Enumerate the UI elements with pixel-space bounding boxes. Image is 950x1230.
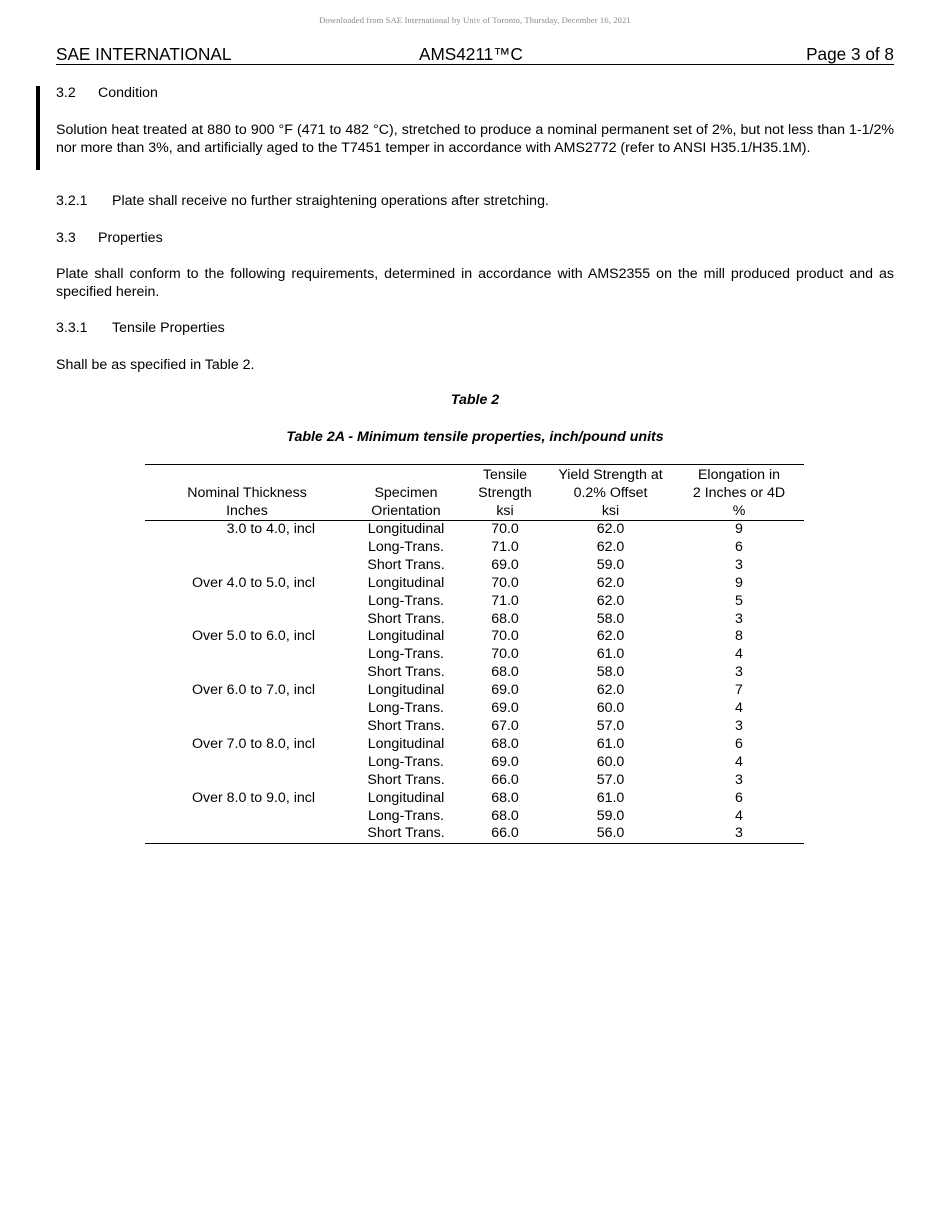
elongation-cell: 6: [735, 735, 743, 752]
yield-strength-cell: 58.0: [596, 664, 625, 681]
orientation-cell: Long-Trans.: [368, 592, 444, 609]
table-row: [145, 700, 804, 718]
page-number: Page 3 of 8: [806, 44, 894, 64]
table-row: [145, 790, 804, 808]
tensile-strength-cell: 70.0: [491, 521, 519, 537]
tensile-strength-cell: 68.0: [491, 610, 519, 627]
yield-strength-cell: 60.0: [596, 753, 625, 770]
yield-strength-cell: 62.0: [596, 628, 625, 645]
publisher-name: SAE INTERNATIONAL: [56, 44, 232, 64]
elongation-cell: 4: [735, 700, 743, 717]
page-header: [56, 44, 894, 65]
table-row: [145, 664, 804, 682]
section-3-2-heading: [56, 84, 894, 102]
orientation-cell: Long-Trans.: [368, 753, 444, 770]
yield-strength-cell: 59.0: [596, 807, 625, 824]
tensile-strength-cell: 70.0: [491, 574, 519, 591]
yield-strength-cell: 62.0: [596, 682, 625, 699]
orientation-cell: Longitudinal: [367, 789, 445, 806]
orientation-cell: Short Trans.: [367, 825, 445, 842]
yield-strength-cell: 62.0: [596, 521, 625, 537]
section-3-3-paragraph: Plate shall conform to the following requirements, determined in accordance with AMS2355 on the mill produced product and as specified herein.: [56, 266, 894, 300]
elongation-cell: 9: [735, 521, 743, 537]
section-3-3-1-heading: [56, 319, 894, 337]
tensile-strength-cell: 68.0: [491, 735, 519, 752]
tensile-strength-cell: 69.0: [491, 556, 519, 573]
section-title: Condition: [98, 85, 158, 101]
header-tensile-strength: Tensile Strength ksi: [478, 467, 532, 519]
section-3-3-1-paragraph: Shall be as specified in Table 2.: [56, 357, 255, 373]
tensile-strength-cell: 66.0: [491, 825, 519, 842]
elongation-cell: 3: [735, 771, 743, 788]
orientation-cell: Long-Trans.: [368, 646, 444, 663]
yield-strength-cell: 60.0: [596, 700, 625, 717]
table-row: [145, 772, 804, 790]
table-row: [145, 754, 804, 772]
table-title: Table 2: [450, 392, 500, 408]
yield-strength-cell: 62.0: [596, 592, 625, 609]
elongation-cell: 6: [735, 538, 743, 555]
yield-strength-cell: 61.0: [596, 735, 625, 752]
yield-strength-cell: 59.0: [596, 556, 625, 573]
section-text: Plate shall receive no further straightening operations after stretching.: [112, 193, 549, 209]
elongation-cell: 4: [735, 807, 743, 824]
elongation-cell: 5: [735, 592, 743, 609]
orientation-cell: Longitudinal: [367, 574, 445, 591]
tensile-strength-cell: 71.0: [491, 538, 519, 555]
header-nominal-thickness: Nominal Thickness Inches: [187, 485, 307, 519]
tensile-strength-cell: 68.0: [491, 789, 519, 806]
tensile-strength-cell: 69.0: [491, 753, 519, 770]
table-header-row: [145, 465, 804, 521]
elongation-cell: 7: [735, 682, 743, 699]
table-row: [145, 521, 804, 539]
table-subtitle: Table 2A - Minimum tensile properties, inch/pound units: [286, 429, 664, 445]
yield-strength-cell: 58.0: [596, 610, 625, 627]
nominal-thickness-cell: [145, 646, 349, 664]
table-row: [145, 575, 804, 593]
elongation-cell: 9: [735, 574, 743, 591]
tensile-strength-cell: 67.0: [491, 717, 519, 734]
table-row: [145, 611, 804, 629]
table-row: [145, 557, 804, 575]
section-3-2-paragraph: Solution heat treated at 880 to 900 °F (471 to 482 °C), stretched to produce a nominal permanent set of 2%, but not less than 1-1/2% nor more than 3%, and artificially aged to the T7451 temper in accordance with AMS2772 (refer to ANSI H35.1/H35.1M).: [56, 122, 894, 156]
orientation-cell: Long-Trans.: [368, 538, 444, 555]
table-row: [145, 646, 804, 664]
elongation-cell: 3: [735, 717, 743, 734]
nominal-thickness-cell: [145, 825, 349, 843]
section-title: Properties: [98, 230, 163, 246]
tensile-strength-cell: 66.0: [491, 771, 519, 788]
header-specimen-orientation: Specimen Orientation: [371, 485, 441, 519]
yield-strength-cell: 56.0: [596, 825, 625, 842]
tensile-strength-cell: 69.0: [491, 700, 519, 717]
yield-strength-cell: 61.0: [596, 789, 625, 806]
table-row: [145, 825, 804, 843]
header-elongation: Elongation in 2 Inches or 4D %: [692, 467, 786, 519]
elongation-cell: 3: [735, 825, 743, 842]
elongation-cell: 3: [735, 664, 743, 681]
section-3-3-heading: [56, 229, 894, 247]
nominal-thickness-cell: [145, 772, 349, 790]
elongation-cell: 4: [735, 753, 743, 770]
nominal-thickness-cell: [145, 593, 349, 611]
tensile-strength-cell: 69.0: [491, 682, 519, 699]
table-row: [145, 539, 804, 557]
tensile-strength-cell: 71.0: [491, 592, 519, 609]
elongation-cell: 8: [735, 628, 743, 645]
orientation-cell: Long-Trans.: [368, 700, 444, 717]
elongation-cell: 6: [735, 789, 743, 806]
orientation-cell: Longitudinal: [367, 628, 445, 645]
section-number: 3.2: [56, 85, 76, 101]
document-number: AMS4211™C: [419, 44, 523, 64]
orientation-cell: Longitudinal: [367, 682, 445, 699]
nominal-thickness-cell: Over 8.0 to 9.0, incl: [191, 789, 315, 806]
nominal-thickness-cell: Over 5.0 to 6.0, incl: [191, 628, 315, 645]
section-3-2-1-paragraph: [56, 192, 894, 210]
section-number: 3.3: [56, 230, 76, 246]
orientation-cell: Short Trans.: [367, 771, 445, 788]
nominal-thickness-cell: [145, 557, 349, 575]
table-body: [145, 521, 804, 844]
elongation-cell: 3: [735, 610, 743, 627]
yield-strength-cell: 57.0: [596, 717, 625, 734]
download-watermark: Downloaded from SAE International by Univ of Toronto, Thursday, December 16, 2021: [319, 15, 631, 25]
section-number: 3.3.1: [56, 320, 88, 336]
orientation-cell: Short Trans.: [367, 556, 445, 573]
yield-strength-cell: 57.0: [596, 771, 625, 788]
nominal-thickness-cell: [145, 754, 349, 772]
nominal-thickness-cell: [145, 539, 349, 557]
orientation-cell: Longitudinal: [367, 735, 445, 752]
table-row: [145, 682, 804, 700]
nominal-thickness-cell: Over 6.0 to 7.0, incl: [191, 682, 315, 699]
revision-change-bar: [36, 86, 40, 170]
tensile-strength-cell: 70.0: [491, 646, 519, 663]
section-title: Tensile Properties: [112, 320, 225, 336]
tensile-strength-cell: 68.0: [491, 807, 519, 824]
tensile-strength-cell: 68.0: [491, 664, 519, 681]
elongation-cell: 3: [735, 556, 743, 573]
table-row: [145, 593, 804, 611]
orientation-cell: Long-Trans.: [368, 807, 444, 824]
orientation-cell: Short Trans.: [367, 664, 445, 681]
table-row: [145, 718, 804, 736]
nominal-thickness-cell: [145, 808, 349, 826]
nominal-thickness-cell: 3.0 to 4.0, incl: [226, 521, 315, 537]
yield-strength-cell: 62.0: [596, 538, 625, 555]
nominal-thickness-cell: Over 7.0 to 8.0, incl: [191, 735, 315, 752]
nominal-thickness-cell: [145, 611, 349, 629]
table-row: [145, 736, 804, 754]
orientation-cell: Longitudinal: [367, 521, 445, 537]
nominal-thickness-cell: [145, 718, 349, 736]
yield-strength-cell: 61.0: [596, 646, 625, 663]
yield-strength-cell: 62.0: [596, 574, 625, 591]
header-yield-strength: Yield Strength at 0.2% Offset ksi: [558, 467, 663, 519]
nominal-thickness-cell: Over 4.0 to 5.0, incl: [191, 574, 315, 591]
nominal-thickness-cell: [145, 700, 349, 718]
elongation-cell: 4: [735, 646, 743, 663]
section-number: 3.2.1: [56, 193, 88, 209]
orientation-cell: Short Trans.: [367, 717, 445, 734]
table-row: [145, 808, 804, 826]
tensile-strength-cell: 70.0: [491, 628, 519, 645]
orientation-cell: Short Trans.: [367, 610, 445, 627]
table-row: [145, 628, 804, 646]
tensile-properties-table: [145, 464, 804, 844]
nominal-thickness-cell: [145, 664, 349, 682]
